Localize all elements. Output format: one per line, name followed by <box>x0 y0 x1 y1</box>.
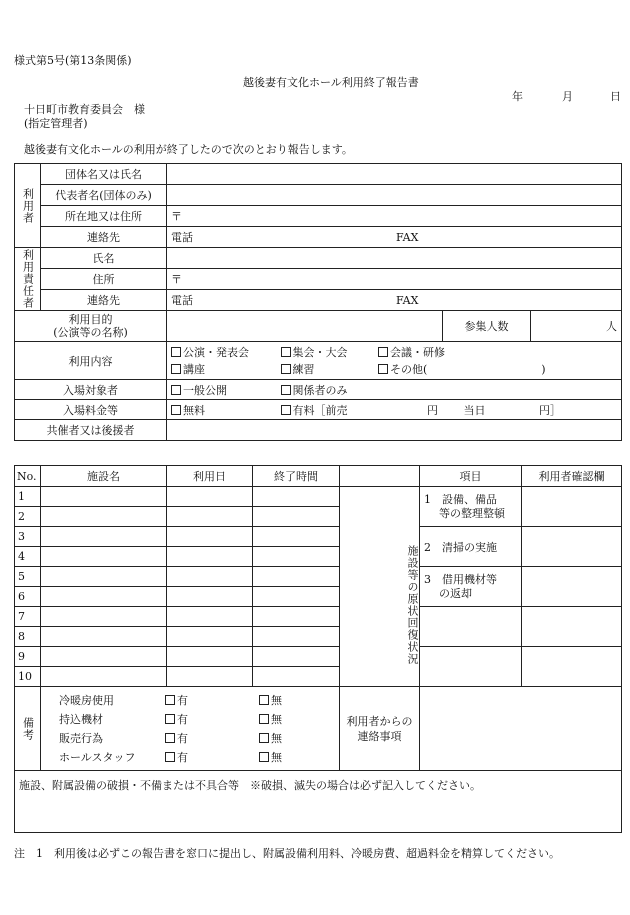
content-option-performance[interactable] <box>171 344 277 361</box>
option-label: 関係者のみ <box>292 383 348 397</box>
item-text-line2: 等の整理整頓 <box>439 506 505 520</box>
applicant-address-field[interactable] <box>167 206 622 227</box>
intro-text: 越後妻有文化ホールの利用が終了したので次のとおり報告します。 <box>24 143 353 156</box>
confirm-cell-3[interactable] <box>522 567 622 607</box>
use-date-cell[interactable] <box>167 567 253 587</box>
header-use-date: 利用日 <box>167 466 253 487</box>
responsible-contact-label: 連絡先 <box>41 290 167 311</box>
option-yes[interactable] <box>165 748 259 767</box>
remarks-row-staff <box>59 748 339 767</box>
facility-name-cell[interactable] <box>41 567 167 587</box>
use-date-cell[interactable] <box>167 547 253 567</box>
fee-close: 円］ <box>539 403 561 417</box>
row-number: 9 <box>15 647 41 667</box>
audience-option-public[interactable] <box>171 382 277 398</box>
item-number: 2 <box>424 540 431 554</box>
end-time-cell[interactable] <box>253 507 340 527</box>
use-date-cell[interactable] <box>167 627 253 647</box>
representative-field[interactable] <box>167 185 622 206</box>
item-number: 3 <box>424 572 431 586</box>
checkbox-icon <box>281 364 291 374</box>
use-date-cell[interactable] <box>167 527 253 547</box>
fax-label: FAX <box>396 231 419 244</box>
use-date-cell[interactable] <box>167 607 253 627</box>
option-yes[interactable] <box>165 710 259 729</box>
end-time-cell[interactable] <box>253 587 340 607</box>
attendees-unit: 人 <box>606 320 617 333</box>
org-name-label: 団体名又は氏名 <box>41 164 167 185</box>
option-label: 無 <box>271 731 282 745</box>
use-date-cell[interactable] <box>167 587 253 607</box>
content-label: 利用内容 <box>15 342 167 380</box>
option-no[interactable] <box>259 710 282 729</box>
row-number: 10 <box>15 667 41 687</box>
org-name-field[interactable] <box>167 164 622 185</box>
option-yes[interactable] <box>165 691 259 710</box>
option-label: 講座 <box>183 362 205 376</box>
facility-name-cell[interactable] <box>41 487 167 507</box>
sponsor-field[interactable] <box>167 420 622 441</box>
checkbox-icon <box>171 347 181 357</box>
row-number: 5 <box>15 567 41 587</box>
checkbox-icon <box>378 364 388 374</box>
option-label: 練習 <box>292 362 315 376</box>
applicant-address-label: 所在地又は住所 <box>41 206 167 227</box>
user-contact-label-line2: 連絡事項 <box>357 729 402 743</box>
fee-options <box>167 400 622 420</box>
row-number: 2 <box>15 507 41 527</box>
checkbox-icon <box>259 695 269 705</box>
fee-yen-1: 円 <box>427 403 438 417</box>
facility-name-cell[interactable] <box>41 587 167 607</box>
option-close: ) <box>541 362 546 376</box>
postal-mark: 〒 <box>171 210 182 223</box>
checkbox-icon <box>281 347 291 357</box>
applicant-contact-field[interactable] <box>167 227 622 248</box>
remarks-row-label: 冷暖房使用 <box>59 693 114 707</box>
option-label: 無 <box>271 750 282 764</box>
option-label: 有 <box>177 750 188 764</box>
user-contact-field[interactable] <box>420 687 622 771</box>
representative-label: 代表者名(団体のみ) <box>41 185 167 206</box>
audience-options <box>167 380 622 400</box>
footnote: 注 1 利用後は必ずこの報告書を窓口に提出し、附属設備利用料、冷暖房費、超過料金を精算してください。 <box>14 847 560 860</box>
option-no[interactable] <box>259 729 282 748</box>
end-time-cell[interactable] <box>253 487 340 507</box>
end-time-cell[interactable] <box>253 647 340 667</box>
remarks-options <box>41 687 340 771</box>
remarks-row-label: ホールスタッフ <box>59 750 136 764</box>
remarks-label: 備考 <box>15 687 41 771</box>
fax-label: FAX <box>396 294 419 307</box>
fee-sameday-label: 当日 <box>463 403 486 417</box>
option-label: 無 <box>271 693 282 707</box>
option-label: 会議・研修 <box>390 345 445 359</box>
audience-label: 入場対象者 <box>15 380 167 400</box>
checkbox-icon <box>378 347 388 357</box>
fee-option-paid[interactable] <box>281 402 348 418</box>
phone-label: 電話 <box>171 231 193 244</box>
responsible-name-field[interactable] <box>167 248 622 269</box>
item-text: 設備、備品 <box>442 492 497 506</box>
checkbox-icon <box>281 405 291 415</box>
use-date-cell[interactable] <box>167 667 253 687</box>
date-year-label: 年 <box>512 90 523 103</box>
audience-option-members[interactable] <box>281 382 348 398</box>
content-option-assembly[interactable] <box>281 344 375 361</box>
confirm-cell-5[interactable] <box>522 647 622 687</box>
fee-option-free[interactable] <box>171 402 277 418</box>
date-day-label: 日 <box>610 90 621 103</box>
user-contact-label <box>340 687 420 771</box>
purpose-field[interactable] <box>167 311 443 342</box>
remarks-row-equipment <box>59 710 339 729</box>
item-1 <box>420 487 522 527</box>
checkbox-icon <box>281 385 291 395</box>
sponsor-label: 共催者又は後援者 <box>15 420 167 441</box>
header-facility-name: 施設名 <box>41 466 167 487</box>
header-no: No. <box>15 466 41 487</box>
item-text: 清掃の実施 <box>442 540 497 554</box>
confirm-cell-2[interactable] <box>522 527 622 567</box>
applicant-contact-label: 連絡先 <box>41 227 167 248</box>
content-option-practice[interactable] <box>281 361 375 378</box>
purpose-label-line2: (公演等の名称) <box>53 326 128 339</box>
option-label: 無 <box>271 712 282 726</box>
addressee-note: (指定管理者) <box>24 117 88 130</box>
confirm-cell-1[interactable] <box>522 487 622 527</box>
facility-name-cell[interactable] <box>41 647 167 667</box>
option-label: 有 <box>177 712 188 726</box>
checkbox-icon <box>171 364 181 374</box>
row-number: 6 <box>15 587 41 607</box>
applicant-group-label: 利用者 <box>15 164 41 248</box>
item-2 <box>420 527 522 567</box>
user-contact-label-line1: 利用者からの <box>346 714 413 728</box>
option-label: 有 <box>177 693 188 707</box>
header-confirmation: 利用者確認欄 <box>522 466 622 487</box>
item-blank-2 <box>420 647 522 687</box>
use-date-cell[interactable] <box>167 647 253 667</box>
row-number: 8 <box>15 627 41 647</box>
header-end-time: 終了時間 <box>253 466 340 487</box>
responsible-group-label: 利用責任者 <box>15 248 41 311</box>
responsible-contact-field[interactable] <box>167 290 622 311</box>
option-yes[interactable] <box>165 729 259 748</box>
responsible-address-field[interactable] <box>167 269 622 290</box>
option-label: 有料［前売 <box>292 403 348 417</box>
option-label: 公演・発表会 <box>183 345 249 359</box>
facility-name-cell[interactable] <box>41 527 167 547</box>
checkbox-icon <box>165 714 175 724</box>
end-time-cell[interactable] <box>253 567 340 587</box>
end-time-cell[interactable] <box>253 607 340 627</box>
attendees-field[interactable] <box>531 311 622 342</box>
phone-label: 電話 <box>171 294 193 307</box>
checkbox-icon <box>259 733 269 743</box>
end-time-cell[interactable] <box>253 667 340 687</box>
purpose-label <box>15 311 167 342</box>
item-text: 借用機材等 <box>442 572 497 586</box>
remarks-row-label: 持込機材 <box>59 712 103 726</box>
remarks-row-sales <box>59 729 339 748</box>
document-title: 越後妻有文化ホール利用終了報告書 <box>243 76 419 89</box>
date-month-label: 月 <box>562 90 573 103</box>
option-label: 一般公開 <box>183 383 227 397</box>
remarks-row-label: 販売行為 <box>59 731 103 745</box>
content-options <box>167 342 622 380</box>
facility-name-cell[interactable] <box>41 627 167 647</box>
checkbox-icon <box>165 695 175 705</box>
facility-name-cell[interactable] <box>41 667 167 687</box>
option-no[interactable] <box>259 748 282 767</box>
option-label: 有 <box>177 731 188 745</box>
option-no[interactable] <box>259 691 282 710</box>
row-number: 3 <box>15 527 41 547</box>
checkbox-icon <box>259 752 269 762</box>
confirm-cell-4[interactable] <box>522 607 622 647</box>
option-label: 集会・大会 <box>292 345 348 359</box>
item-3 <box>420 567 522 607</box>
header-item: 項目 <box>420 466 522 487</box>
attendees-label: 参集人数 <box>443 311 531 342</box>
purpose-label-line1: 利用目的 <box>68 313 113 326</box>
addressee: 十日町市教育委員会 様 <box>24 103 145 116</box>
checkbox-icon <box>165 733 175 743</box>
use-date-cell[interactable] <box>167 487 253 507</box>
facility-name-cell[interactable] <box>41 547 167 567</box>
item-number: 1 <box>424 492 431 506</box>
form-number: 様式第5号(第13条関係) <box>14 54 132 67</box>
responsible-name-label: 氏名 <box>41 248 167 269</box>
end-time-cell[interactable] <box>253 547 340 567</box>
use-date-cell[interactable] <box>167 507 253 527</box>
damage-label: 施設、附属設備の破損・不備または不具合等 ※破損、滅失の場合は必ず記入してください。 <box>19 779 481 792</box>
content-option-other[interactable] <box>378 361 546 378</box>
item-blank-1 <box>420 607 522 647</box>
checkbox-icon <box>171 385 181 395</box>
checkbox-icon <box>259 714 269 724</box>
facility-table <box>14 465 622 833</box>
fee-label: 入場料金等 <box>15 400 167 420</box>
report-table <box>14 163 622 441</box>
checkbox-icon <box>165 752 175 762</box>
facility-name-cell[interactable] <box>41 607 167 627</box>
checkbox-icon <box>171 405 181 415</box>
item-text-line2: の返却 <box>439 586 472 600</box>
row-number: 1 <box>15 487 41 507</box>
restore-status-label: 施設等の原状回復状況 <box>340 487 420 687</box>
postal-mark: 〒 <box>171 273 182 286</box>
content-option-lecture[interactable] <box>171 361 277 378</box>
end-time-cell[interactable] <box>253 527 340 547</box>
remarks-row-aircon <box>59 691 339 710</box>
row-number: 4 <box>15 547 41 567</box>
content-option-meeting[interactable] <box>378 344 445 361</box>
end-time-cell[interactable] <box>253 627 340 647</box>
header-blank <box>340 466 420 487</box>
facility-name-cell[interactable] <box>41 507 167 527</box>
option-label: その他( <box>390 362 428 376</box>
row-number: 7 <box>15 607 41 627</box>
option-label: 無料 <box>183 403 205 417</box>
responsible-address-label: 住所 <box>41 269 167 290</box>
damage-field[interactable] <box>15 771 622 833</box>
